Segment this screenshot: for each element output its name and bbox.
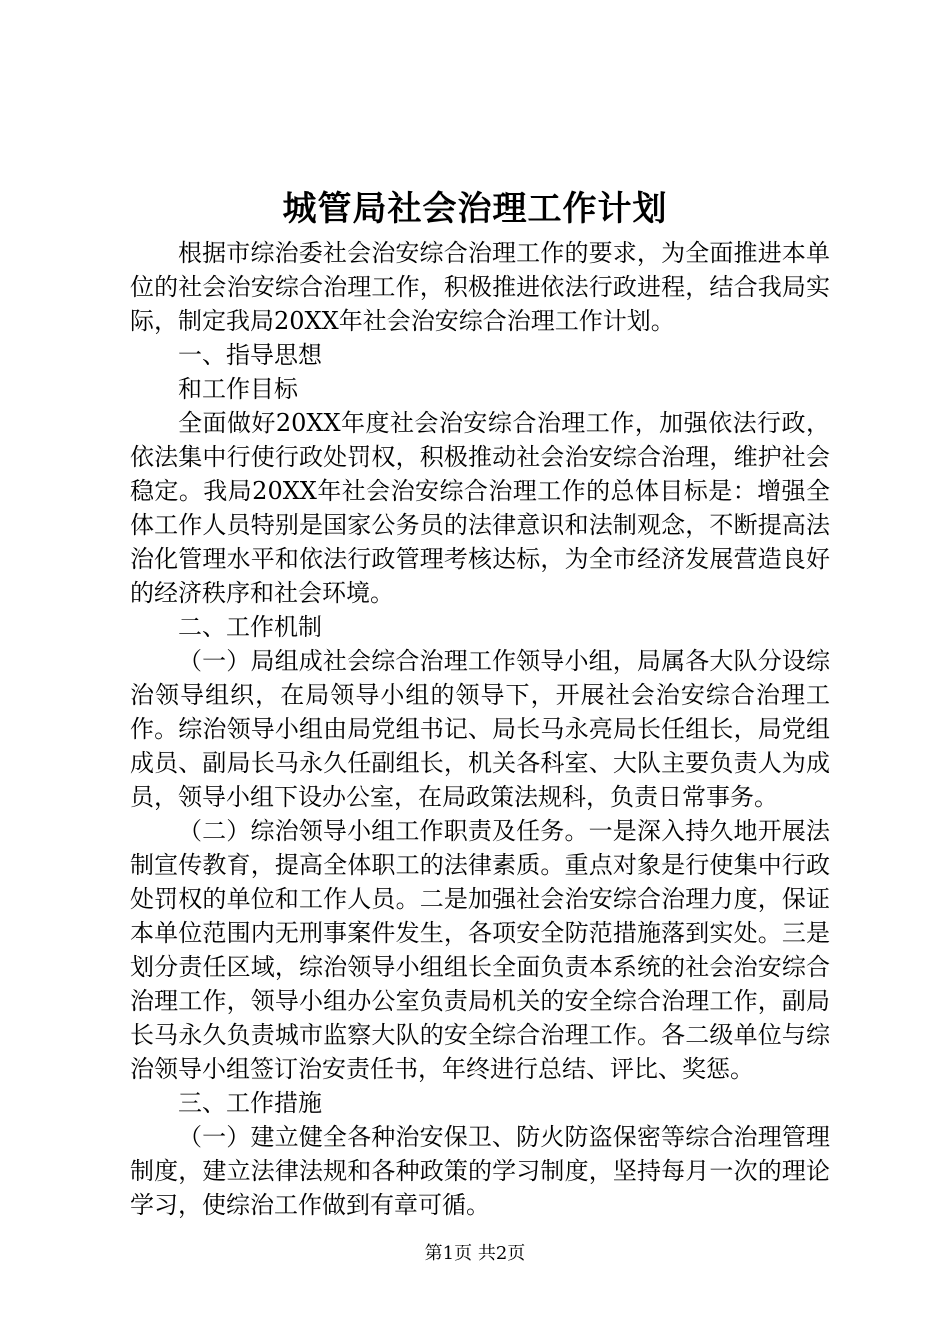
goals-paragraph: 全面做好20XX年度社会治安综合治理工作，加强依法行政，依法集中行使行政处罚权，积极推动社会治安综合治理，维护社会稳定。我局20XX年社会治安综合治理工作的总体目标是：增强全体工作人员特别是国家公务员的法律意识和法制观念，不断提高法治化管理水平和依法行政管理考核达标，为全市经济发展营造良好的经济秩序和社会环境。 (130, 409, 830, 607)
page-number-footer: 第1页 共2页 (424, 1243, 526, 1264)
document-body (130, 236, 830, 1222)
section-heading-work-mechanism: 二、工作机制 (178, 613, 322, 641)
section-heading-work-goals: 和工作目标 (178, 375, 298, 403)
section-heading-work-measures: 三、工作措施 (178, 1089, 322, 1117)
intro-paragraph: 根据市综治委社会治安综合治理工作的要求，为全面推进本单位的社会治安综合治理工作，积极推进依法行政进程，结合我局实际，制定我局20XX年社会治安综合治理工作计划。 (130, 239, 830, 335)
document-title: 城管局社会治理工作计划 (282, 189, 668, 229)
mechanism-paragraph-2: （二）综治领导小组工作职责及任务。一是深入持久地开展法制宣传教育，提高全体职工的法律素质。重点对象是行使集中行政处罚权的单位和工作人员。二是加强社会治安综合治理力度，保证本单位范围内无刑事案件发生，各项安全防范措施落到实处。三是划分责任区域，综治领导小组组长全面负责本系统的社会治安综合治理工作，领导小组办公室负责局机关的安全综合治理工作，副局长马永久负责城市监察大队的安全综合治理工作。各二级单位与综治领导小组签订治安责任书，年终进行总结、评比、奖惩。 (130, 817, 830, 1083)
section-heading-guiding-thought: 一、指导思想 (178, 341, 322, 369)
measures-paragraph-1: （一）建立健全各种治安保卫、防火防盗保密等综合治理管理制度，建立法律法规和各种政策的学习制度，坚持每月一次的理论学习，使综治工作做到有章可循。 (130, 1123, 830, 1219)
mechanism-paragraph-1: （一）局组成社会综合治理工作领导小组，局属各大队分设综治领导组织，在局领导小组的领导下，开展社会治安综合治理工作。综治领导小组由局党组书记、局长马永亮局长任组长，局党组成员、副局长马永久任副组长，机关各科室、大队主要负责人为成员，领导小组下设办公室，在局政策法规科，负责日常事务。 (130, 647, 830, 811)
